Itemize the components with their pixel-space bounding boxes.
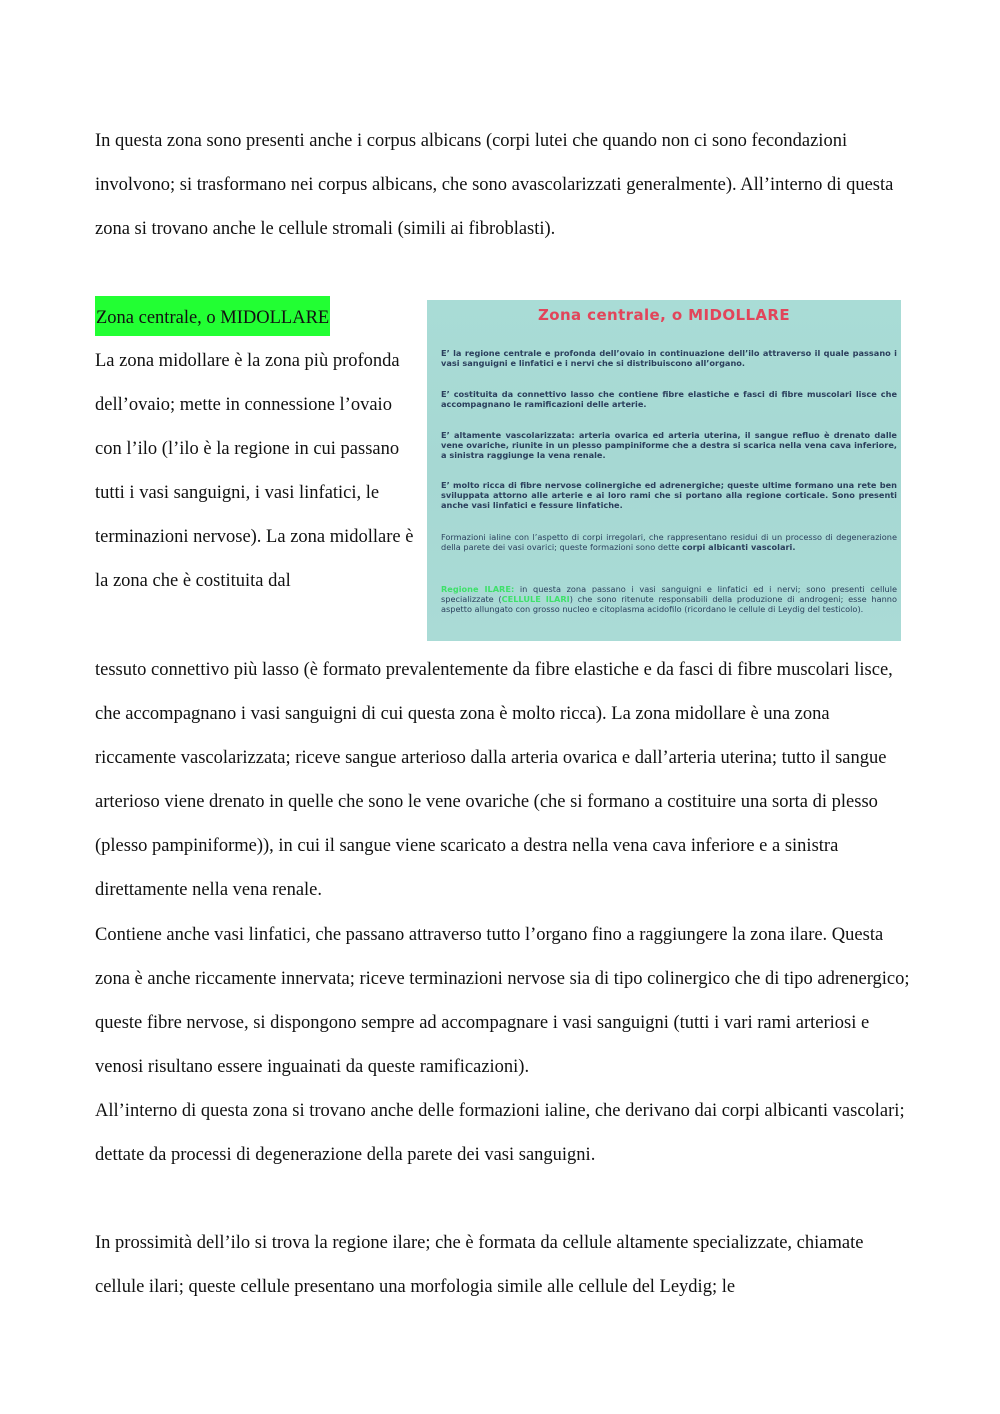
- slide-title: Zona centrale, o MIDOLLARE: [537, 306, 791, 324]
- slide-paragraph: [441, 532, 897, 552]
- paragraph-hyaline: All’interno di questa zona si trovano anche delle formazioni ialine, che derivano dai corpi albicanti vascolari; dettate da processi di degenerazione della parete dei vasi sanguigni.: [95, 1101, 905, 1165]
- slide-paragraph: E’ la regione centrale e profonda dell’ovaio in continuazione dell’ilo attraverso il quale passano i vasi sanguigni e linfatici e i nervi che si distribuiscono all’organo.: [441, 348, 897, 368]
- paragraph-lymph-nerves: Contiene anche vasi linfatici, che passano attraverso tutto l’organo fino a raggiungere la zona ilare. Questa zona è anche riccamente innervata; riceve terminazioni nervose sia di tipo colinergico che di tipo adrenergico; queste fibre nervose, si dispongono sempre ad accompagnare i vasi sanguigni (tutti i vari rami arteriosi e venosi risultano essere inguainati da queste ramificazioni).: [95, 925, 910, 1077]
- paragraph-hilar-region: In prossimità dell’ilo si trova la regione ilare; che è formata da cellule altamente specializzate, chiamate cellule ilari; queste cellule presentano una morfologia simile alle cellule del Leydig; le: [95, 1233, 864, 1297]
- slide-text: in questa zona passano i vasi sanguigni e linfatici ed i nervi; sono presenti cellule specializzate (: [441, 584, 898, 604]
- slide-image: [427, 300, 901, 641]
- section-heading: Zona centrale, o MIDOLLARE: [95, 296, 330, 336]
- continuation-paragraph: tessuto connettivo più lasso (è formato prevalentemente da fibre elastiche e da fasci di fibre muscolari lisce, che accompagnano i vasi sanguigni di cui questa zona è molto ricca). La zona midollare è una zona riccamente vascolarizzata; riceve sangue arterioso dalla arteria ovarica e dall’arteria uterina; tutto il sangue arterioso viene drenato in quelle che sono le vene ovariche (che si formano a costituire una sorta di plesso (plesso pampiniforme)), in cui il sangue viene scaricato a destra nella vena cava inferiore e a sinistra direttamente nella vena renale.: [95, 660, 893, 900]
- slide-paragraph: E’ molto ricca di fibre nervose colinergiche ed adrenergiche; queste ultime formano una rete ben sviluppata attorno alle arterie e ai loro rami che si portano alla regione corticale. Sono presenti anche vasi linfatici e fessure linfatiche.: [441, 480, 897, 510]
- slide-text: ) che sono ritenute responsabili della produzione di androgeni; esse hanno aspetto allungato con grosso nucleo e citoplasma acidofilo (ricordano le cellule di Leydig del testicolo).: [441, 594, 897, 614]
- slide-paragraph: E’ altamente vascolarizzata: arteria ovarica ed arteria uterina, il sangue refluo è drenato dalle vene ovariche, riunite in un plesso pampiniforme che a destra si scarica nella vena cava inferiore, a sinistra raggiunge la vena renale.: [441, 430, 897, 460]
- slide-paragraph: [441, 584, 897, 614]
- intro-paragraph: In questa zona sono presenti anche i corpus albicans (corpi lutei che quando non ci sono fecondazioni involvono; si trasformano nei corpus albicans, che sono avascolarizzati generalmente). All’interno di questa zona si trovano anche le cellule stromali (simili ai fibroblasti).: [95, 131, 894, 239]
- slide-region-label: Regione ILARE:: [441, 584, 515, 594]
- slide-bold-text: corpi albicanti vascolari.: [682, 542, 796, 552]
- wrapped-paragraph: La zona midollare è la zona più profonda dell’ovaio; mette in connessione l’ovaio con l’ilo (l’ilo è la regione in cui passano tutti i vasi sanguigni, i vasi linfatici, le terminazioni nervose). La zona midollare è la zona che è costituita dal: [95, 351, 414, 591]
- slide-paragraph: E’ costituita da connettivo lasso che contiene fibre elastiche e fasci di fibre muscolari lisce che accompagnano le ramificazioni delle arterie.: [441, 389, 897, 409]
- slide-cells-label: CELLULE ILARI: [501, 594, 570, 604]
- slide-text: Formazioni ialine con l’aspetto di corpi irregolari, che rappresentano residui di un processo di degenerazione della parete dei vasi ovarici; queste formazioni sono dette: [441, 532, 897, 552]
